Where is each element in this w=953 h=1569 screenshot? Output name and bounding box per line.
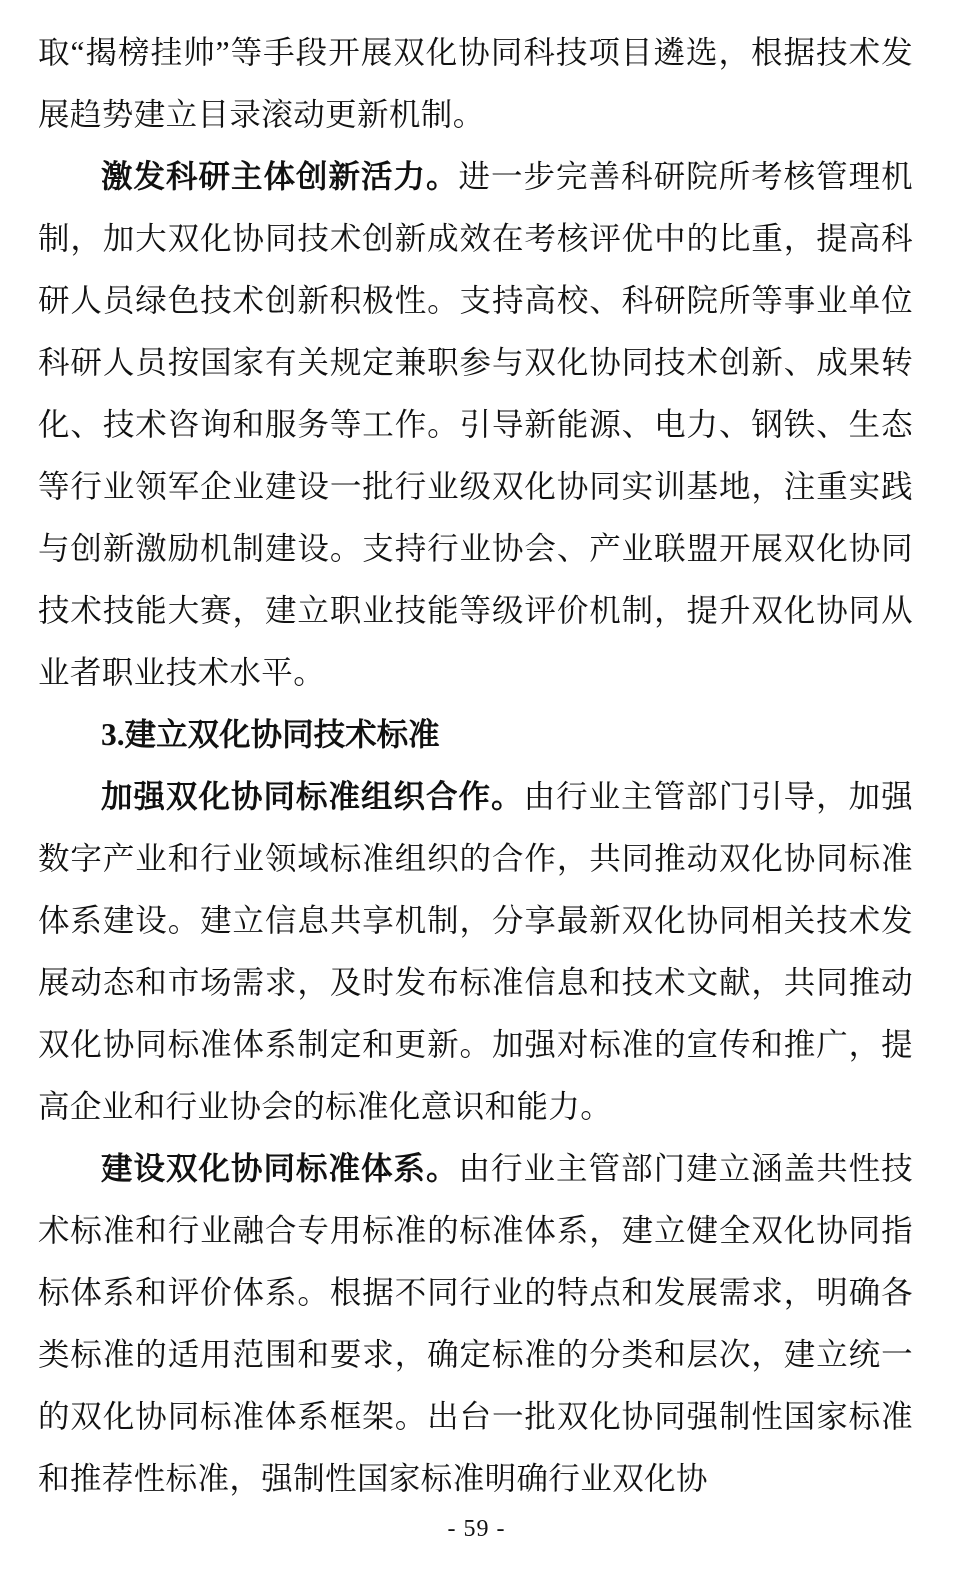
paragraph-text: 取“揭榜挂帅”等手段开展双化协同科技项目遴选，根据技术发展趋势建立目录滚动更新机制。 [38, 35, 913, 132]
paragraph-lead: 加强双化协同标准组织合作。 [101, 779, 524, 814]
paragraph-continuation [38, 22, 913, 146]
paragraph-lead: 建设双化协同标准体系。 [101, 1151, 459, 1186]
page-number: - 59 - [447, 1516, 506, 1542]
paragraph-text: 进一步完善科研院所考核管理机制，加大双化协同技术创新成效在考核评优中的比重，提高科研人员绿色技术创新积极性。支持高校、科研院所等事业单位科研人员按国家有关规定兼职参与双化协同技术创新、成果转化、技术咨询和服务等工作。引导新能源、电力、钢铁、生态等行业领军企业建设一批行业级双化协同实训基地，注重实践与创新激励机制建设。支持行业协会、产业联盟开展双化协同技术技能大赛，建立职业技能等级评价机制，提升双化协同从业者职业技术水平。 [38, 159, 913, 690]
paragraph-lead: 激发科研主体创新活力。 [101, 159, 459, 194]
paragraph-standard-org-cooperation [38, 766, 913, 1138]
paragraph-innovation-vitality [38, 146, 913, 704]
paragraph-standard-system-construction [38, 1138, 913, 1510]
section-heading: 3.建立双化协同技术标准 [101, 717, 440, 752]
paragraph-text: 由行业主管部门建立涵盖共性技术标准和行业融合专用标准的标准体系，建立健全双化协同指标体系和评价体系。根据不同行业的特点和发展需求，明确各类标准的适用范围和要求，确定标准的分类和层次，建立统一的双化协同标准体系框架。出台一批双化协同强制性国家标准和推荐性标准，强制性国家标准明确行业双化协 [38, 1151, 913, 1496]
paragraph-text: 由行业主管部门引导，加强数字产业和行业领域标准组织的合作，共同推动双化协同标准体系建设。建立信息共享机制，分享最新双化协同相关技术发展动态和市场需求，及时发布标准信息和技术文献，共同推动双化协同标准体系制定和更新。加强对标准的宣传和推广，提高企业和行业协会的标准化意识和能力。 [38, 779, 914, 1124]
